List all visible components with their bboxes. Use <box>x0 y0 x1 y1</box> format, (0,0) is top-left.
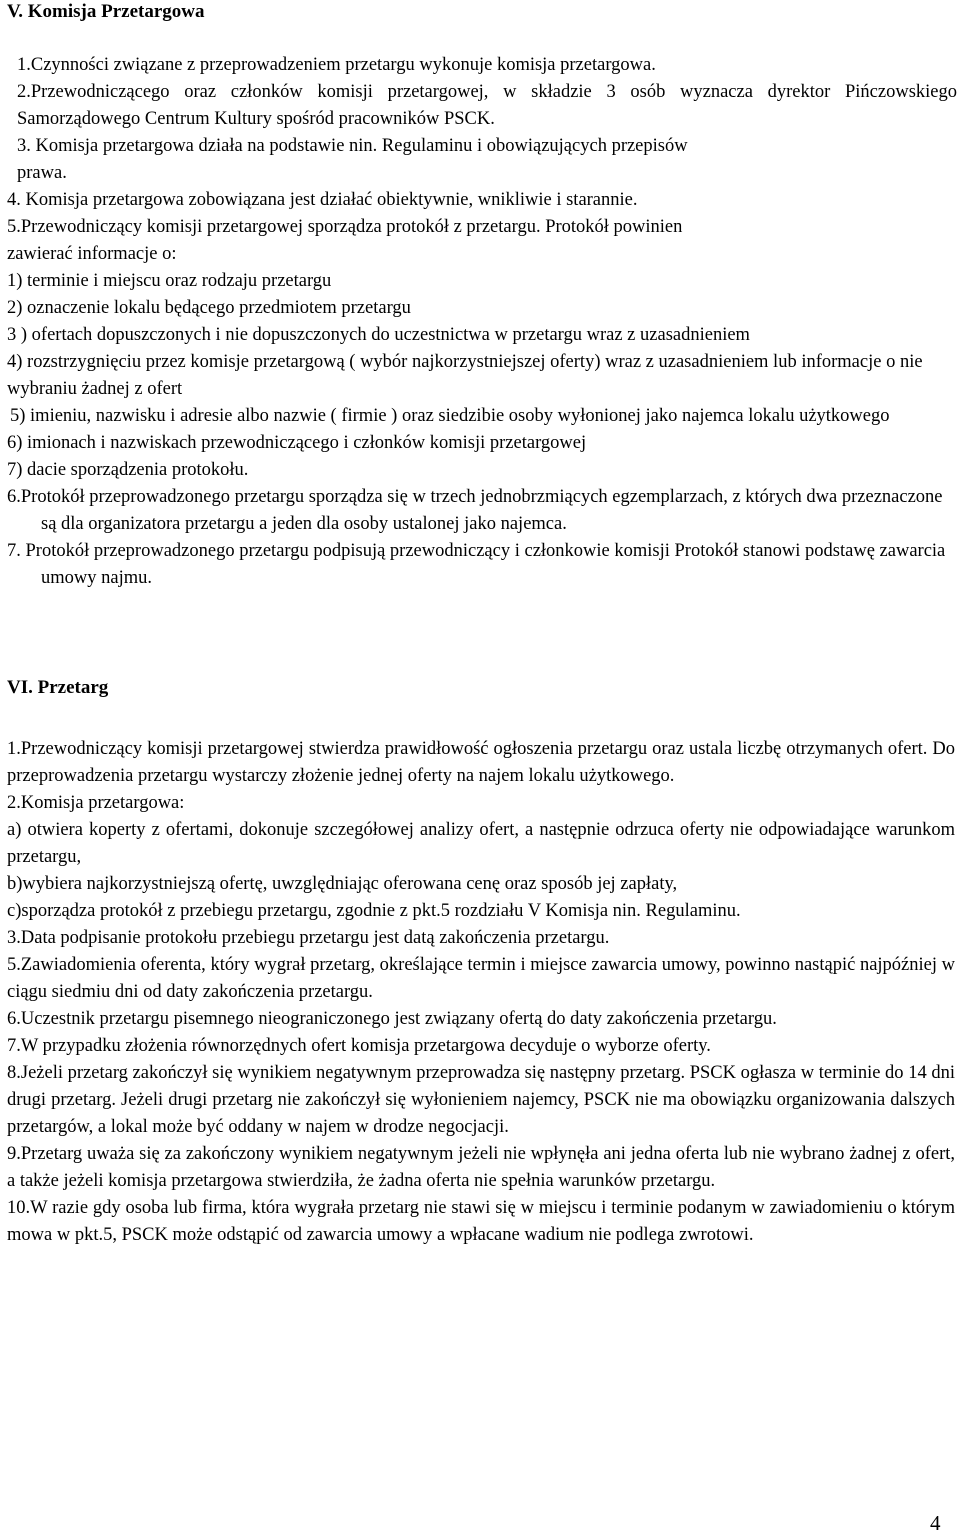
section-vi-item-6: 6.Uczestnik przetargu pisemnego nieograniczonego jest związany ofertą do daty zakończenia przetargu. <box>7 1009 777 1029</box>
section-v-item-7: 7. Protokół przeprowadzonego przetargu podpisują przewodniczący i członkowie komisji Protokół stanowi podstawę zawarcia umowy najmu. <box>7 541 946 588</box>
section-vi-item-8: 8.Jeżeli przetarg zakończył się wynikiem negatywnym przeprowadza się następny przetarg. PSCK ogłasza w terminie do 14 dni drugi przetarg. Jeżeli drugi przetarg nie zakończył się wyłonieniem najemcy, PSCK nie ma obowiązku organizowania dalszych przetargów, a lokal może być oddany w najem w drodze negocjacji. <box>7 1063 955 1137</box>
section-v-item-3: 3. Komisja przetargowa działa na podstawie nin. Regulaminu i obowiązujących przepisów prawa. <box>17 136 688 183</box>
protocol-point-7: 7) dacie sporządzenia protokołu. <box>7 460 249 480</box>
section-v-item-2: 2.Przewodniczącego oraz członków komisji przetargowej, w składzie 3 osób wyznacza dyrektor Pińczowskiego Samorządowego Centrum Kultury spośród pracowników PSCK. <box>17 82 957 129</box>
section-vi-item-9: 9.Przetarg uważa się za zakończony wynikiem negatywnym jeżeli nie wpłynęła ani jedna oferta lub nie wybrano żadnej z ofert, a także jeżeli komisja przetargowa stwierdziła, że żadna oferta nie spełnia warunków przetargu. <box>7 1144 955 1191</box>
section-v <box>7 0 957 592</box>
protocol-point-5: 5) imieniu, nazwisku i adresie albo nazwie ( firmie ) oraz siedzibie osoby wyłonionej jako najemca lokalu użytkowego <box>10 406 890 426</box>
section-v-item-1: 1.Czynności związane z przeprowadzeniem przetargu wykonuje komisja przetargowa. <box>17 55 656 75</box>
section-v-item-4: 4. Komisja przetargowa zobowiązana jest działać obiektywnie, wnikliwie i starannie. <box>7 190 638 210</box>
protocol-point-3: 3 ) ofertach dopuszczonych i nie dopuszczonych do uczestnictwa w przetargu wraz z uzasadnieniem <box>7 325 750 345</box>
section-vi-item-2c: c)sporządza protokół z przebiegu przetargu, zgodnie z pkt.5 rozdziału V Komisja nin. Regulaminu. <box>7 901 741 921</box>
protocol-point-6: 6) imionach i nazwiskach przewodniczącego i członków komisji przetargowej <box>7 433 587 453</box>
section-v-heading: V. Komisja Przetargowa <box>7 1 205 22</box>
section-vi-item-3: 3.Data podpisanie protokołu przebiegu przetargu jest datą zakończenia przetargu. <box>7 928 610 948</box>
section-vi-item-1: 1.Przewodniczący komisji przetargowej stwierdza prawidłowość ogłoszenia przetargu oraz ustala liczbę otrzymanych ofert. Do przeprowadzenia przetargu wystarczy złożenie jednej oferty na najem lokalu użytkowego. <box>7 739 955 786</box>
section-vi-heading: VI. Przetarg <box>7 677 109 698</box>
protocol-point-2: 2) oznaczenie lokalu będącego przedmiotem przetargu <box>7 298 411 318</box>
protocol-point-4: 4) rozstrzygnięciu przez komisje przetargową ( wybór najkorzystniejszej oferty) wraz z uzasadnieniem lub informacje o nie wybraniu żadnej z ofert <box>7 352 923 399</box>
section-vi-item-2: 2.Komisja przetargowa: <box>7 793 185 813</box>
section-vi-item-10: 10.W razie gdy osoba lub firma, która wygrała przetarg nie stawi się w miejscu i terminie podanym w zawiadomieniu o którym mowa w pkt.5, PSCK może odstąpić od zawarcia umowy a wpłacane wadium nie podlega zwrotowi. <box>7 1198 955 1245</box>
section-vi-item-7: 7.W przypadku złożenia równorzędnych ofert komisja przetargowa decyduje o wyborze oferty. <box>7 1036 711 1056</box>
section-v-item-6: 6.Protokół przeprowadzonego przetargu sporządza się w trzech jednobrzmiących egzemplarzach, z których dwa przeznaczone są dla organizatora przetargu a jeden dla osoby ustalonej jako najemca. <box>7 487 943 534</box>
page-number: 4 <box>930 1511 941 1535</box>
section-vi-item-2b: b)wybiera najkorzystniejszą ofertę, uwzględniając oferowana cenę oraz sposób jej zapłaty, <box>7 874 678 894</box>
section-vi-item-2a: a) otwiera koperty z ofertami, dokonuje szczegółowej analizy ofert, a następnie odrzuca oferty nie odpowiadające warunkom przetargu, <box>7 820 955 867</box>
section-v-item-5: 5.Przewodniczący komisji przetargowej sporządza protokół z przetargu. Protokół powinien zawierać informacje o: <box>7 217 683 264</box>
section-vi <box>7 676 955 1249</box>
protocol-point-1: 1) terminie i miejscu oraz rodzaju przetargu <box>7 271 332 291</box>
section-vi-item-5: 5.Zawiadomienia oferenta, który wygrał przetarg, określające termin i miejsce zawarcia umowy, powinno nastąpić najpóźniej w ciągu siedmiu dni od daty zakończenia przetargu. <box>7 955 955 1002</box>
